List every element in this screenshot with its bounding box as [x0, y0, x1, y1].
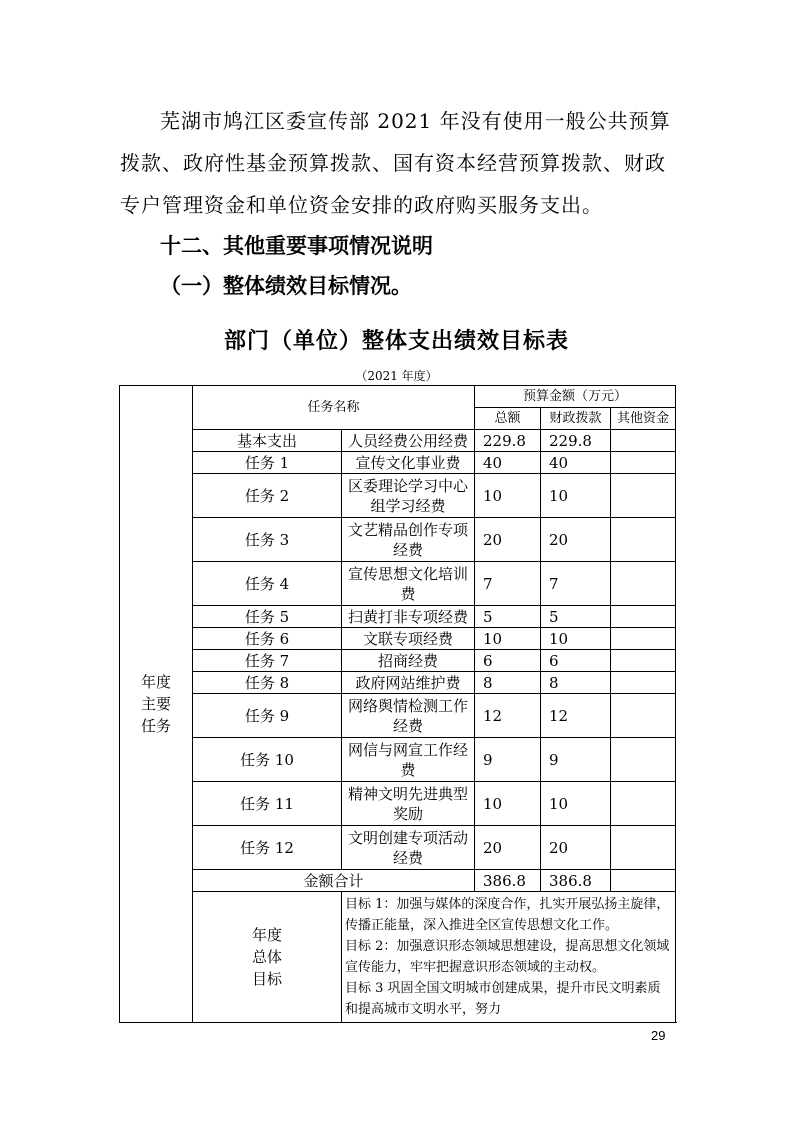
- header-budget-group: 预算金额（万元）: [475, 386, 676, 408]
- header-other: 其他资金: [611, 408, 676, 430]
- intro-line-3: 专户管理资金和单位资金安排的政府购买服务支出。: [120, 193, 603, 217]
- total-cell: 10: [475, 628, 541, 650]
- fiscal-cell: 9: [541, 738, 611, 782]
- task-cell: 任务 10: [193, 738, 342, 782]
- sum-fiscal: 386.8: [541, 870, 611, 892]
- fiscal-cell: 6: [541, 650, 611, 672]
- content-cell: 扫黄打非专项经费: [342, 606, 475, 628]
- content-cell: 网信与网宣工作经费: [342, 738, 475, 782]
- table-row: [120, 672, 676, 694]
- other-cell: [611, 694, 676, 738]
- other-cell: [611, 452, 676, 474]
- other-cell: [611, 672, 676, 694]
- other-cell: [611, 628, 676, 650]
- sum-other: [611, 870, 676, 892]
- fiscal-cell: 20: [541, 826, 611, 870]
- task-cell: 任务 12: [193, 826, 342, 870]
- task-cell: 任务 7: [193, 650, 342, 672]
- table-row: [120, 452, 676, 474]
- other-cell: [611, 650, 676, 672]
- total-cell: 40: [475, 452, 541, 474]
- goal-2: 目标 2：加强意识形态领域思想建设，提高思想文化领域宣传能力，牢牢把握意识形态领域的主动权。: [345, 939, 670, 975]
- other-cell: [611, 826, 676, 870]
- task-cell: 基本支出: [193, 430, 342, 452]
- table-row: [120, 650, 676, 672]
- other-cell: [611, 606, 676, 628]
- total-cell: 229.8: [475, 430, 541, 452]
- sum-row: [120, 870, 676, 892]
- table-row: [120, 606, 676, 628]
- table-row: [120, 782, 676, 826]
- fiscal-cell: 10: [541, 474, 611, 518]
- content-cell: 文明创建专项活动经费: [342, 826, 475, 870]
- performance-goals-table: [119, 385, 676, 1023]
- fiscal-cell: 10: [541, 782, 611, 826]
- total-cell: 9: [475, 738, 541, 782]
- total-cell: 10: [475, 474, 541, 518]
- task-cell: 任务 5: [193, 606, 342, 628]
- task-cell: 任务 6: [193, 628, 342, 650]
- table-row: [120, 474, 676, 518]
- header-total: 总额: [475, 408, 541, 430]
- other-cell: [611, 518, 676, 562]
- fiscal-cell: 8: [541, 672, 611, 694]
- annual-tasks-label: 年度 主要 任务: [120, 386, 193, 1023]
- other-cell: [611, 782, 676, 826]
- sum-total: 386.8: [475, 870, 541, 892]
- table-row: [120, 738, 676, 782]
- content-cell: 文艺精品创作专项经费: [342, 518, 475, 562]
- content-cell: 网络舆情检测工作经费: [342, 694, 475, 738]
- task-cell: 任务 1: [193, 452, 342, 474]
- intro-line-2: 拨款、政府性基金预算拨款、国有资本经营预算拨款、财政: [120, 151, 666, 175]
- task-cell: 任务 8: [193, 672, 342, 694]
- fiscal-cell: 5: [541, 606, 611, 628]
- table-row: [120, 562, 676, 606]
- task-cell: 任务 4: [193, 562, 342, 606]
- table-row: [120, 430, 676, 452]
- table-row: [120, 694, 676, 738]
- total-cell: 12: [475, 694, 541, 738]
- goal-3: 目标 3 巩固全国文明城市创建成果，提升市民文明素质和提高城市文明水平，努力: [345, 981, 661, 1017]
- task-cell: 任务 9: [193, 694, 342, 738]
- intro-line-1: 芜湖市鸠江区委宣传部 2021 年没有使用一般公共预算: [160, 109, 671, 133]
- total-cell: 20: [475, 826, 541, 870]
- total-cell: 10: [475, 782, 541, 826]
- other-cell: [611, 738, 676, 782]
- header-fiscal: 财政拨款: [541, 408, 611, 430]
- task-cell: 任务 3: [193, 518, 342, 562]
- goal-1: 目标 1：加强与媒体的深度合作，扎实开展弘扬主旋律，传播正能量，深入推进全区宣传思想文化工作。: [345, 897, 670, 933]
- other-cell: [611, 430, 676, 452]
- table-year: （2021 年度）: [355, 369, 438, 383]
- other-cell: [611, 562, 676, 606]
- subsection-heading: （一）整体绩效目标情况。: [160, 274, 412, 298]
- total-cell: 6: [475, 650, 541, 672]
- content-cell: 政府网站维护费: [342, 672, 475, 694]
- fiscal-cell: 12: [541, 694, 611, 738]
- table-row: [120, 628, 676, 650]
- header-task-name: 任务名称: [193, 386, 475, 430]
- other-cell: [611, 474, 676, 518]
- content-cell: 区委理论学习中心组学习经费: [342, 474, 475, 518]
- fiscal-cell: 229.8: [541, 430, 611, 452]
- section-heading: 十二、其他重要事项情况说明: [160, 234, 433, 258]
- fiscal-cell: 10: [541, 628, 611, 650]
- annual-goals-label: 年度 总体 目标: [193, 892, 342, 1023]
- page-number: 29: [651, 1028, 666, 1043]
- fiscal-cell: 7: [541, 562, 611, 606]
- total-cell: 5: [475, 606, 541, 628]
- total-cell: 8: [475, 672, 541, 694]
- task-cell: 任务 11: [193, 782, 342, 826]
- task-cell: 任务 2: [193, 474, 342, 518]
- table-row: [120, 518, 676, 562]
- total-cell: 20: [475, 518, 541, 562]
- fiscal-cell: 20: [541, 518, 611, 562]
- content-cell: 招商经费: [342, 650, 475, 672]
- table-title: 部门（单位）整体支出绩效目标表: [223, 329, 569, 354]
- content-cell: 人员经费公用经费: [342, 430, 475, 452]
- fiscal-cell: 40: [541, 452, 611, 474]
- annual-goals-text: [342, 892, 676, 1023]
- total-cell: 7: [475, 562, 541, 606]
- sum-label: 金额合计: [193, 870, 475, 892]
- content-cell: 精神文明先进典型奖励: [342, 782, 475, 826]
- content-cell: 宣传文化事业费: [342, 452, 475, 474]
- content-cell: 文联专项经费: [342, 628, 475, 650]
- content-cell: 宣传思想文化培训费: [342, 562, 475, 606]
- table-row: [120, 826, 676, 870]
